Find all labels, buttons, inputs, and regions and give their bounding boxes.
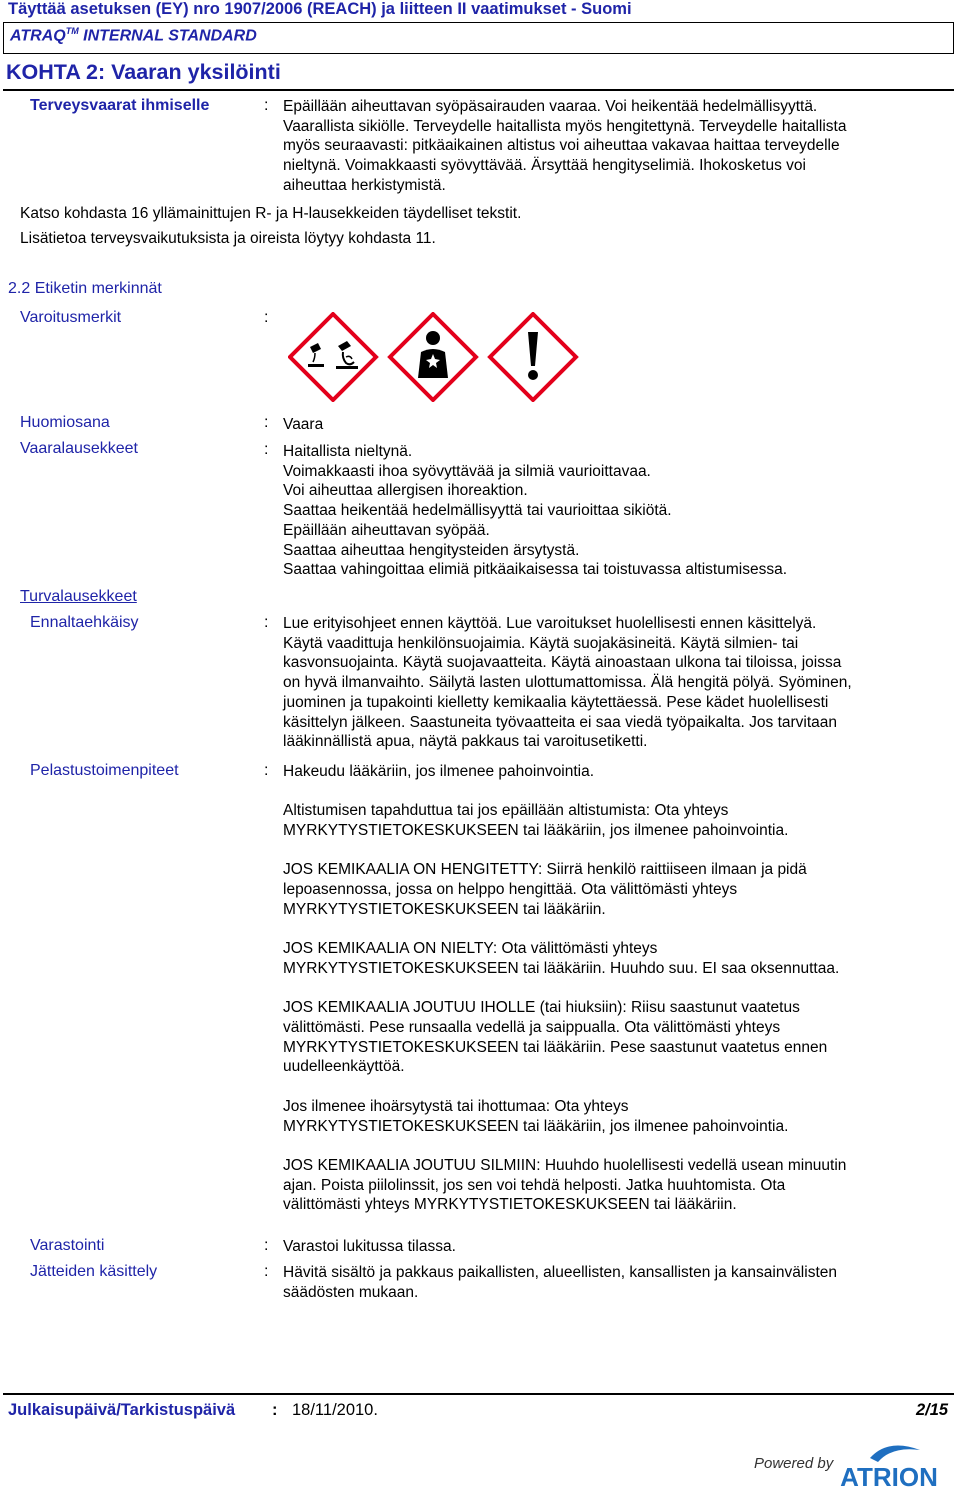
response-paragraph: JOS KEMIKAALIA ON NIELTY: Ota välittömästi yhteys MYRKYTYSTIETOKESKUKSEEN tai lääkäriin. Huuhdo suu. EI saa oksennuttaa.: [283, 940, 840, 977]
page-number: 2/15: [916, 1401, 949, 1419]
response-paragraph: JOS KEMIKAALIA JOUTUU IHOLLE (tai hiuksiin): Riisu saastunut vaatetus välittömästi. Pese runsaalla vedellä ja saippualla. Ota välittömästi yhteys MYRKYTYSTIETOKESKUKSEEN tai lääkäriin. Pese saastunut vaatetus ennen uudelleenkäyttöä.: [283, 999, 828, 1076]
response-label: Pelastustoimenpiteet: [30, 762, 179, 779]
disposal-label: Jätteiden käsittely: [30, 1263, 158, 1280]
colon: :: [272, 1401, 278, 1419]
health-hazard-pictogram-icon: [390, 314, 476, 400]
regulation-title: Täyttää asetuksen (EY) nro 1907/2006 (REACH) ja liitteen II vaatimukset - Suomi: [8, 0, 632, 18]
standard-box: [3, 22, 954, 54]
health-hazards-text: Epäillään aiheuttavan syöpäsairauden vaaraa. Voi heikentää hedelmällisyyttä. Vaarallista sikiölle. Terveydelle haitallista myös hengitettynä. Terveydelle haitallista myös seuraavasti: pitkäaikainen altistus voi aiheuttaa vakavaa haittaa terveydelle nieltynä. Voimakkaasti syövyttävää. Ärsyttää hengityselimiä. Ihokosketus voi aiheuttaa herkistymistä.: [283, 98, 847, 194]
atrion-logo: [820, 1440, 958, 1495]
colon: :: [264, 414, 269, 431]
colon: :: [264, 441, 269, 458]
health-hazards-label: Terveysvaarat ihmiselle: [30, 97, 210, 114]
svg-text:ATRION: ATRION: [840, 1462, 938, 1490]
colon: :: [264, 309, 269, 326]
label-elements-subtitle: 2.2 Etiketin merkinnät: [8, 280, 162, 297]
standard-name: ATRAQ™ INTERNAL STANDARD: [10, 26, 257, 45]
storage-text: Varastoi lukitussa tilassa.: [283, 1238, 456, 1255]
issue-date: 18/11/2010.: [292, 1401, 378, 1419]
colon: :: [264, 1237, 269, 1254]
section-title: KOHTA 2: Vaaran yksilöinti: [6, 60, 281, 84]
hazard-statements: Haitallista nieltynä. Voimakkaasti ihoa syövyttävää ja silmiä vaurioittavaa. Voi aiheuttaa allergisen ihoreaktion. Saattaa heikentää hedelmällisyyttä tai vaurioittaa sikiötä. Epäillään aiheuttavan syöpää. Saattaa aiheuttaa hengitysteiden ärsytystä. Saattaa vahingoittaa elimiä pitkäaikaisessa tai toistuvassa altistumisessa.: [283, 443, 788, 579]
response-paragraph: Altistumisen tapahduttua tai jos epäillään altistumista: Ota yhteys MYRKYTYSTIETOKESKUKSEEN tai lääkäriin, jos ilmenee pahoinvointia.: [283, 802, 789, 840]
response-text: [283, 762, 943, 1235]
signal-word: Vaara: [283, 416, 324, 433]
section-divider: [3, 89, 954, 91]
colon: :: [264, 97, 269, 114]
prevention-label: Ennaltaehkäisy: [30, 614, 139, 631]
response-paragraph: JOS KEMIKAALIA JOUTUU SILMIIN: Huuhdo huolellisesti vedellä usean minuutin ajan. Poista piilolinssit, jos sen voi tehdä helposti. Jatka huuhtomista. Ota välittömästi yhteys MYRKYTYSTIETOKESKUKSEEN tai lääkäriin.: [283, 1156, 847, 1214]
pictogram-row: [288, 312, 580, 407]
colon: :: [264, 762, 269, 779]
response-paragraph: Jos ilmenee ihoärsytystä tai ihottumaa: Ota yhteys MYRKYTYSTIETOKESKUKSEEN tai lääkäriin, jos ilmenee pahoinvointia.: [283, 1097, 789, 1135]
colon: :: [264, 614, 269, 631]
powered-by-text: Powered by: [754, 1455, 834, 1472]
issue-date-label: Julkaisupäivä/Tarkistuspäivä: [8, 1401, 236, 1419]
more-info-section-11: Lisätietoa terveysvaikutuksista ja oireista löytyy kohdasta 11.: [20, 230, 436, 247]
exclamation-pictogram-icon: [490, 314, 576, 400]
storage-label: Varastointi: [30, 1237, 105, 1254]
prevention-text: Lue erityisohjeet ennen käyttöä. Lue varoitukset huolellisesti ennen käsittelyä. Käytä vaadittuja henkilönsuojaimia. Käytä suojakäsineitä. Käytä silmien- tai kasvonsuojainta. Käytä suojavaatteita. Käytä ainoastaan ulkona tai tiloissa, joissa on hyvä ilmanvaihto. Säilytä lasten ulottumattomissa. Älä hengitä pölyä. Syöminen, juominen ja tupakointi kielletty kemikaalia käytettäessä. Pese kädet huolellisesti käsittelyn jälkeen. Saastuneita työvaatteita ei saa viedä työpaikalta. Jos tarvitaan lääkinnällistä apua, näytä pakkaus tai varoitusetiketti.: [283, 615, 852, 751]
footer-divider: [3, 1393, 954, 1395]
corrosion-pictogram-icon: [290, 314, 376, 400]
response-paragraph: JOS KEMIKAALIA ON HENGITETTY: Siirrä henkilö raittiiseen ilmaan ja pidä lepoasennossa, jossa on helppo hengittää. Ota välittömästi yhteys MYRKYTYSTIETOKESKUKSEEN tai lääkäriin.: [283, 861, 807, 918]
see-section-16: Katso kohdasta 16 yllämainittujen R- ja H-lausekkeiden täydelliset tekstit.: [20, 205, 522, 222]
precautionary-statements-label: Turvalausekkeet: [20, 588, 137, 605]
pictograms-label: Varoitusmerkit: [20, 309, 122, 326]
colon: :: [264, 1263, 269, 1280]
signal-word-label: Huomiosana: [20, 414, 110, 431]
disposal-text: Hävitä sisältö ja pakkaus paikallisten, alueellisten, kansallisten ja kansainvälisten säädösten mukaan.: [283, 1264, 837, 1301]
response-paragraph: Hakeudu lääkäriin, jos ilmenee pahoinvointia.: [283, 763, 595, 780]
hazard-statements-label: Vaaralausekkeet: [20, 440, 138, 457]
